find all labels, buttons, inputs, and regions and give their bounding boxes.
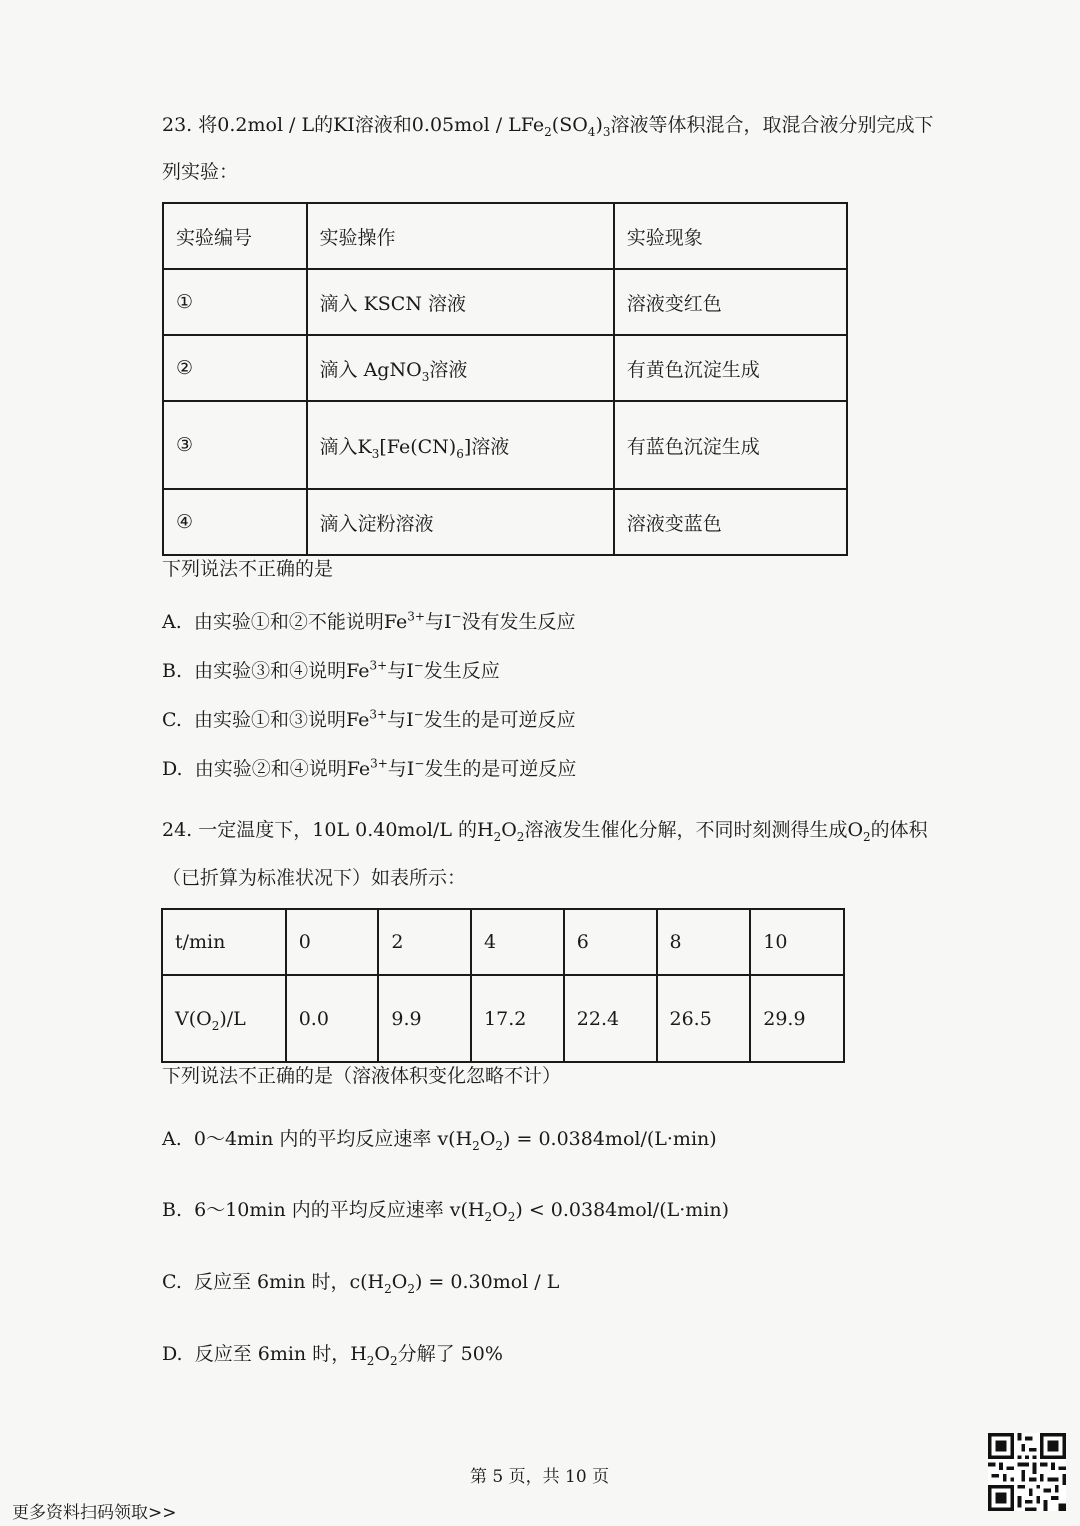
time-cell: 6	[564, 909, 657, 975]
more-resources-link[interactable]: 更多资料扫码领取>>	[12, 1503, 177, 1523]
q24-stem-line2: （已折算为标准状况下）如表所示：	[162, 867, 467, 889]
page-number: 第 5 页，共 10 页	[470, 1467, 610, 1487]
table-row	[163, 401, 847, 489]
q23-option-d: D. 由实验②和④说明$Fe^{3+}$与I−发生的是可逆反应	[162, 756, 577, 780]
q24-prompt: 下列说法不正确的是（溶液体积变化忽略不计）	[162, 1065, 562, 1087]
row-result: 有蓝色沉淀生成	[614, 401, 847, 489]
row-op: 滴入 KSCN 溶液	[307, 269, 614, 335]
volume-cell: 0.0	[286, 975, 379, 1062]
row-op: 滴入 AgNO$_3$溶液	[307, 335, 614, 401]
q23-prompt: 下列说法不正确的是	[162, 558, 334, 580]
q23-option-a: A. 由实验①和②不能说明$Fe^{3+}$与I−没有发生反应	[162, 609, 576, 633]
time-cell: 10	[750, 909, 844, 975]
time-cell: 2	[378, 909, 471, 975]
q24-option-b: B. 6～10min 内的平均反应速率 $v(H_2O_2) < 0.0384mol/(L\cdot\min)$	[162, 1199, 730, 1224]
q23-experiment-table	[162, 202, 848, 556]
volume-cell: 22.4	[564, 975, 657, 1062]
header-cell: 实验操作	[307, 203, 614, 269]
q24-option-a: A. 0～4min 内的平均反应速率 $v(H_2O_2) = 0.0384mol/(L\cdot\min)$	[162, 1128, 717, 1153]
volume-cell: 26.5	[657, 975, 751, 1062]
q23-option-b: B. 由实验③和④说明$Fe^{3+}$与I−发生反应	[162, 658, 500, 682]
volume-label: $V(O_2)/L$	[162, 975, 286, 1062]
q23-stem-line2: 列实验：	[162, 161, 239, 183]
row-id: ④	[163, 489, 307, 555]
table-row	[163, 335, 847, 401]
q24-stem-line1: 24. 一定温度下，10L 0.40mol/L 的$H_2O_2$溶液发生催化分解，不同时刻测得生成$O_2$的体积	[162, 819, 928, 844]
header-cell: 实验编号	[163, 203, 307, 269]
table-row	[163, 269, 847, 335]
q24-option-c: C. 反应至 6min 时，$c(H_2O_2) = 0.30mol / L$	[162, 1271, 560, 1296]
time-cell: 8	[657, 909, 751, 975]
volume-cell: 29.9	[750, 975, 844, 1062]
volume-cell: 17.2	[471, 975, 564, 1062]
volume-cell: 9.9	[378, 975, 471, 1062]
time-row	[162, 909, 844, 975]
row-op: 滴入$K_3[Fe(CN)_6]$溶液	[307, 401, 614, 489]
time-label: t/min	[162, 909, 286, 975]
row-result: 有黄色沉淀生成	[614, 335, 847, 401]
row-op: 滴入淀粉溶液	[307, 489, 614, 555]
time-cell: 4	[471, 909, 564, 975]
row-id: ③	[163, 401, 307, 489]
q24-data-table	[161, 908, 845, 1063]
qr-code-icon[interactable]	[988, 1433, 1066, 1511]
row-id: ②	[163, 335, 307, 401]
row-result: 溶液变蓝色	[614, 489, 847, 555]
time-cell: 0	[286, 909, 379, 975]
q23-option-c: C. 由实验①和③说明$Fe^{3+}$与I−发生的是可逆反应	[162, 707, 576, 731]
header-cell: 实验现象	[614, 203, 847, 269]
volume-row	[162, 975, 844, 1062]
table-row	[163, 489, 847, 555]
q24-option-d: D. 反应至 6min 时，$H_2O_2$分解了 50%	[162, 1343, 503, 1368]
row-result: 溶液变红色	[614, 269, 847, 335]
row-id: ①	[163, 269, 307, 335]
q23-stem-line1: 23. 将0.2mol / L的KI溶液和$0.05mol / LFe_2(SO_4)_3$溶液等体积混合，取混合液分别完成下	[162, 114, 934, 139]
table-header-row	[163, 203, 847, 269]
